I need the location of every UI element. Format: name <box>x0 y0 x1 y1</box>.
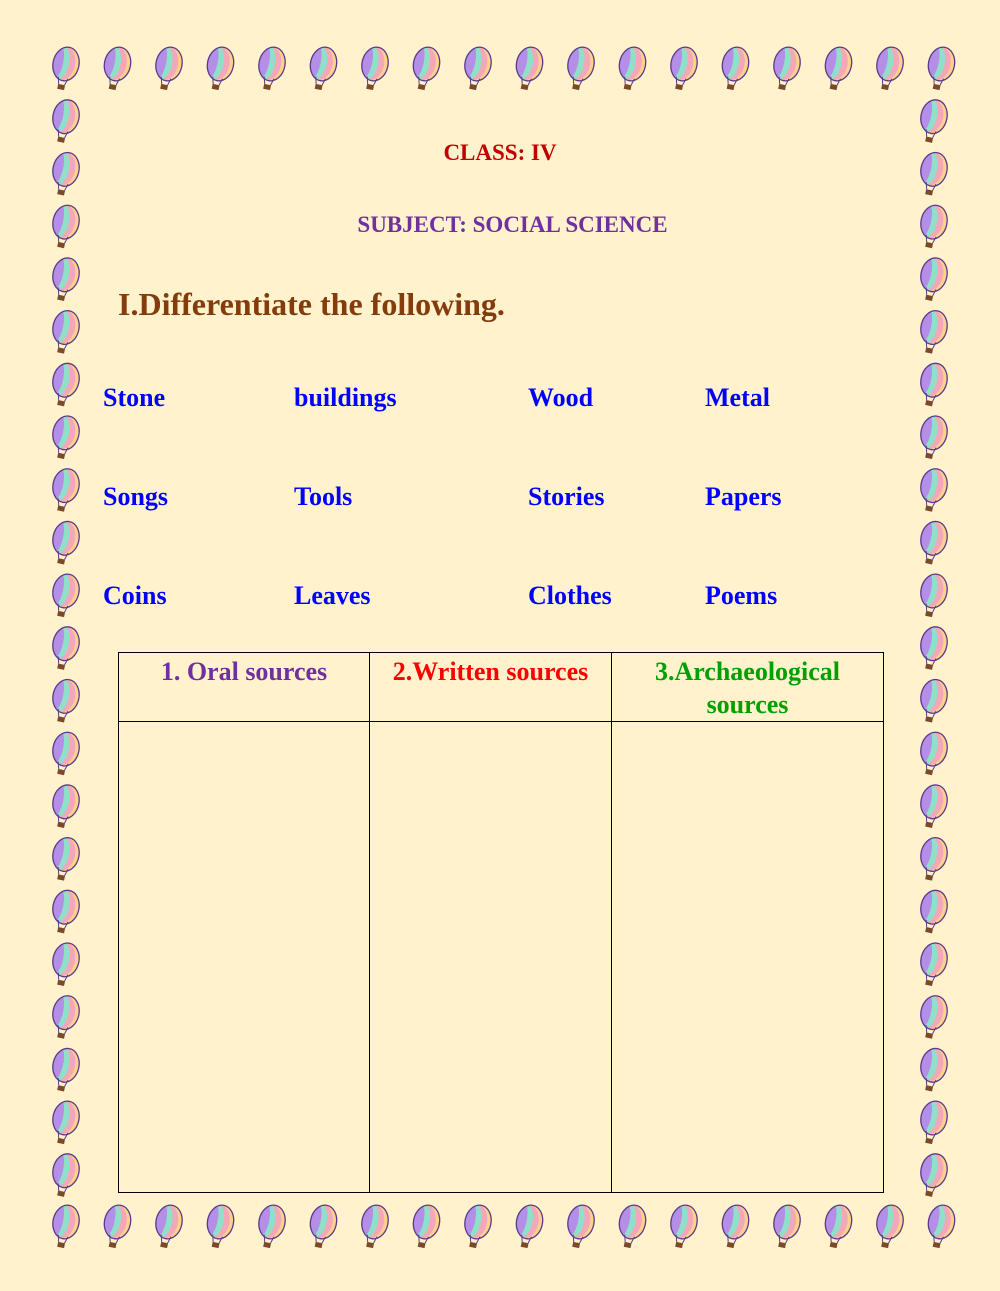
hot-air-balloon-icon <box>914 677 950 725</box>
hot-air-balloon-icon <box>46 835 82 883</box>
hot-air-balloon-icon <box>914 360 950 408</box>
hot-air-balloon-icon <box>200 1202 236 1250</box>
hot-air-balloon-icon <box>509 44 545 92</box>
hot-air-balloon-icon <box>914 308 950 356</box>
hot-air-balloon-icon <box>664 1202 700 1250</box>
hot-air-balloon-icon <box>767 44 803 92</box>
hot-air-balloon-icon <box>914 1098 950 1146</box>
hot-air-balloon-icon <box>46 571 82 619</box>
hot-air-balloon-icon <box>914 519 950 567</box>
hot-air-balloon-icon <box>46 1046 82 1094</box>
word-item: Wood <box>528 383 594 412</box>
hot-air-balloon-icon <box>914 571 950 619</box>
hot-air-balloon-icon <box>921 1202 957 1250</box>
hot-air-balloon-icon <box>818 44 854 92</box>
hot-air-balloon-icon <box>870 1202 906 1250</box>
archaeological-sources-answer-cell[interactable] <box>612 722 884 1193</box>
hot-air-balloon-icon <box>46 940 82 988</box>
hot-air-balloon-icon <box>355 1202 391 1250</box>
hot-air-balloon-icon <box>914 782 950 830</box>
hot-air-balloon-icon <box>458 1202 494 1250</box>
hot-air-balloon-icon <box>870 44 906 92</box>
header-line: 2.Written sources <box>392 657 589 686</box>
hot-air-balloon-icon <box>252 1202 288 1250</box>
hot-air-balloon-icon <box>914 466 950 514</box>
word-item: Metal <box>705 383 770 412</box>
hot-air-balloon-icon <box>715 44 751 92</box>
hot-air-balloon-icon <box>97 1202 133 1250</box>
hot-air-balloon-icon <box>46 255 82 303</box>
instruction-heading: I.Differentiate the following. <box>118 286 505 322</box>
hot-air-balloon-icon <box>561 44 597 92</box>
hot-air-balloon-icon <box>612 44 648 92</box>
hot-air-balloon-icon <box>612 1202 648 1250</box>
hot-air-balloon-icon <box>200 44 236 92</box>
hot-air-balloon-icon <box>914 887 950 935</box>
hot-air-balloon-icon <box>914 413 950 461</box>
word-item: Songs <box>103 482 169 511</box>
hot-air-balloon-icon <box>406 1202 442 1250</box>
hot-air-balloon-icon <box>46 466 82 514</box>
hot-air-balloon-icon <box>914 1046 950 1094</box>
hot-air-balloon-icon <box>458 44 494 92</box>
word-item: Poems <box>705 581 778 610</box>
hot-air-balloon-icon <box>303 44 339 92</box>
hot-air-balloon-icon <box>664 44 700 92</box>
hot-air-balloon-icon <box>914 940 950 988</box>
hot-air-balloon-icon <box>46 519 82 567</box>
hot-air-balloon-icon <box>914 729 950 777</box>
hot-air-balloon-icon <box>509 1202 545 1250</box>
hot-air-balloon-icon <box>914 993 950 1041</box>
archaeological-sources-header <box>612 653 884 722</box>
hot-air-balloon-icon <box>914 97 950 145</box>
word-item: buildings <box>294 383 397 412</box>
subject-label: SUBJECT: SOCIAL SCIENCE <box>357 212 668 237</box>
written-sources-header <box>370 653 612 722</box>
hot-air-balloon-icon <box>406 44 442 92</box>
header-line: 3.Archaeological <box>654 657 841 686</box>
hot-air-balloon-icon <box>46 624 82 672</box>
hot-air-balloon-icon <box>149 44 185 92</box>
table-header-row <box>119 653 884 722</box>
header-line: 1. Oral sources <box>160 657 328 686</box>
hot-air-balloon-icon <box>149 1202 185 1250</box>
hot-air-balloon-icon <box>767 1202 803 1250</box>
hot-air-balloon-icon <box>715 1202 751 1250</box>
hot-air-balloon-icon <box>46 360 82 408</box>
hot-air-balloon-icon <box>46 887 82 935</box>
hot-air-balloon-icon <box>46 677 82 725</box>
hot-air-balloon-icon <box>46 1151 82 1199</box>
oral-sources-answer-cell[interactable] <box>119 722 370 1193</box>
word-item: Papers <box>705 482 782 511</box>
hot-air-balloon-icon <box>914 255 950 303</box>
hot-air-balloon-icon <box>46 993 82 1041</box>
word-item: Leaves <box>294 581 371 610</box>
hot-air-balloon-icon <box>46 729 82 777</box>
hot-air-balloon-icon <box>355 44 391 92</box>
hot-air-balloon-icon <box>46 1202 82 1250</box>
written-sources-answer-cell[interactable] <box>370 722 612 1193</box>
oral-sources-header <box>119 653 370 722</box>
hot-air-balloon-icon <box>252 44 288 92</box>
word-item: Coins <box>103 581 167 610</box>
hot-air-balloon-icon <box>914 835 950 883</box>
hot-air-balloon-icon <box>46 308 82 356</box>
table-answer-row <box>119 722 884 1193</box>
hot-air-balloon-icon <box>303 1202 339 1250</box>
hot-air-balloon-icon <box>914 624 950 672</box>
sources-table <box>118 652 884 1193</box>
hot-air-balloon-icon <box>46 782 82 830</box>
hot-air-balloon-icon <box>97 44 133 92</box>
hot-air-balloon-icon <box>46 1098 82 1146</box>
word-item: Tools <box>294 482 353 511</box>
hot-air-balloon-icon <box>921 44 957 92</box>
word-item: Stories <box>528 482 605 511</box>
hot-air-balloon-icon <box>561 1202 597 1250</box>
word-item: Clothes <box>528 581 612 610</box>
hot-air-balloon-icon <box>46 413 82 461</box>
word-item: Stone <box>103 383 166 412</box>
hot-air-balloon-icon <box>46 97 82 145</box>
hot-air-balloon-icon <box>818 1202 854 1250</box>
hot-air-balloon-icon <box>46 44 82 92</box>
class-label: CLASS: IV <box>443 140 557 165</box>
header-line: sources <box>706 690 789 719</box>
hot-air-balloon-icon <box>914 1151 950 1199</box>
